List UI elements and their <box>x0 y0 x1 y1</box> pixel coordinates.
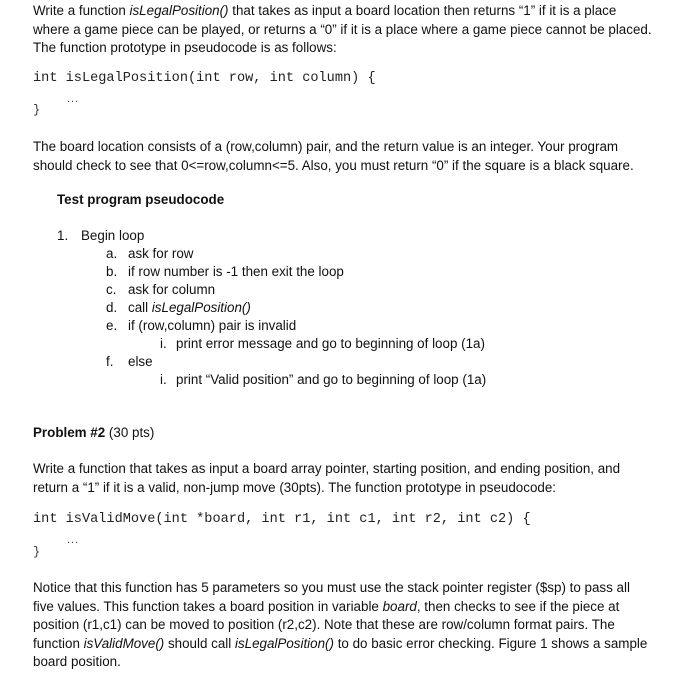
intro-line-2: where a game piece can be played, or returns a “0” if it is a place where a game piece cannot be placed. <box>33 21 652 37</box>
board-line-2: should check to see that 0<=row,column<=5. Also, you must return “0” if the square is a black square. <box>33 157 634 173</box>
code-closing-brace-2: } <box>33 545 41 559</box>
sub-item-e-marker: e. <box>106 318 118 333</box>
code-ellipsis: ... <box>67 93 80 105</box>
sub-item-f-marker: f. <box>106 354 114 369</box>
intro-line-3: The function prototype in pseudocode is as follows: <box>33 40 337 55</box>
sub-item-f-text: else <box>128 354 153 369</box>
board-location-paragraph <box>33 138 673 175</box>
sub-item-a-text: ask for row <box>128 246 194 261</box>
test-program-heading: Test program pseudocode <box>57 192 225 207</box>
notice-paragraph <box>33 579 673 672</box>
sub-item-b-marker: b. <box>106 264 118 279</box>
notice-line-2: five values. This function takes a board position in variable board, then checks to see if the piece at <box>33 598 620 614</box>
notice-line-1: Notice that this function has 5 parameters so you must use the stack pointer register ($sp) to pass all <box>33 580 630 595</box>
problem-2-line-1: Write a function that takes as input a board array pointer, starting position, and ending position, and <box>33 461 621 476</box>
code-ellipsis-2: ... <box>67 534 80 546</box>
sub-item-c-text: ask for column <box>128 282 216 297</box>
list-item-1-text: Begin loop <box>81 228 145 243</box>
sub-item-d-text: call isLegalPosition() <box>128 300 251 315</box>
sub-item-d-marker: d. <box>106 300 118 315</box>
board-line-1: The board location consists of a (row,column) pair, and the return value is an integer. Your program <box>33 139 619 154</box>
sub-item-c-marker: c. <box>106 282 117 297</box>
intro-paragraph <box>33 2 673 58</box>
sub-item-b-text: if row number is -1 then exit the loop <box>128 264 344 279</box>
notice-line-4: function isValidMove() should call isLegalPosition() to do basic error checking. Figure 1 shows a sample <box>33 635 648 651</box>
intro-line-1: Write a function isLegalPosition() that takes as input a board location then returns “1” if it is a place <box>33 3 617 18</box>
notice-line-5: board position. <box>33 654 121 669</box>
list-item-1-number: 1. <box>57 228 69 243</box>
sub-item-f-i-marker: i. <box>160 372 167 387</box>
notice-line-3: position (r1,c1) can be moved to position (r2,c2). Note that these are row/column format pairs. The <box>33 617 615 632</box>
sub-item-e-text: if (row,column) pair is invalid <box>128 318 297 333</box>
problem-2-paragraph <box>33 460 673 497</box>
code-signature-islegalposition: int isLegalPosition(int row, int column) { <box>33 71 376 86</box>
problem-2-line-2: return a “1” if it is a valid, non-jump move (30pts). The function prototype in pseudocode: <box>33 479 557 495</box>
sub-item-f-i-text: print “Valid position” and go to beginning of loop (1a) <box>176 372 487 387</box>
code-signature-isvalidmove: int isValidMove(int *board, int r1, int c1, int r2, int c2) { <box>33 512 531 527</box>
code-closing-brace: } <box>33 103 41 117</box>
sub-item-e-i-marker: i. <box>160 336 167 351</box>
sub-item-e-i-text: print error message and go to beginning of loop (1a) <box>176 336 485 351</box>
sub-item-a-marker: a. <box>106 246 118 261</box>
problem-2-heading: Problem #2 (30 pts) <box>33 425 155 440</box>
